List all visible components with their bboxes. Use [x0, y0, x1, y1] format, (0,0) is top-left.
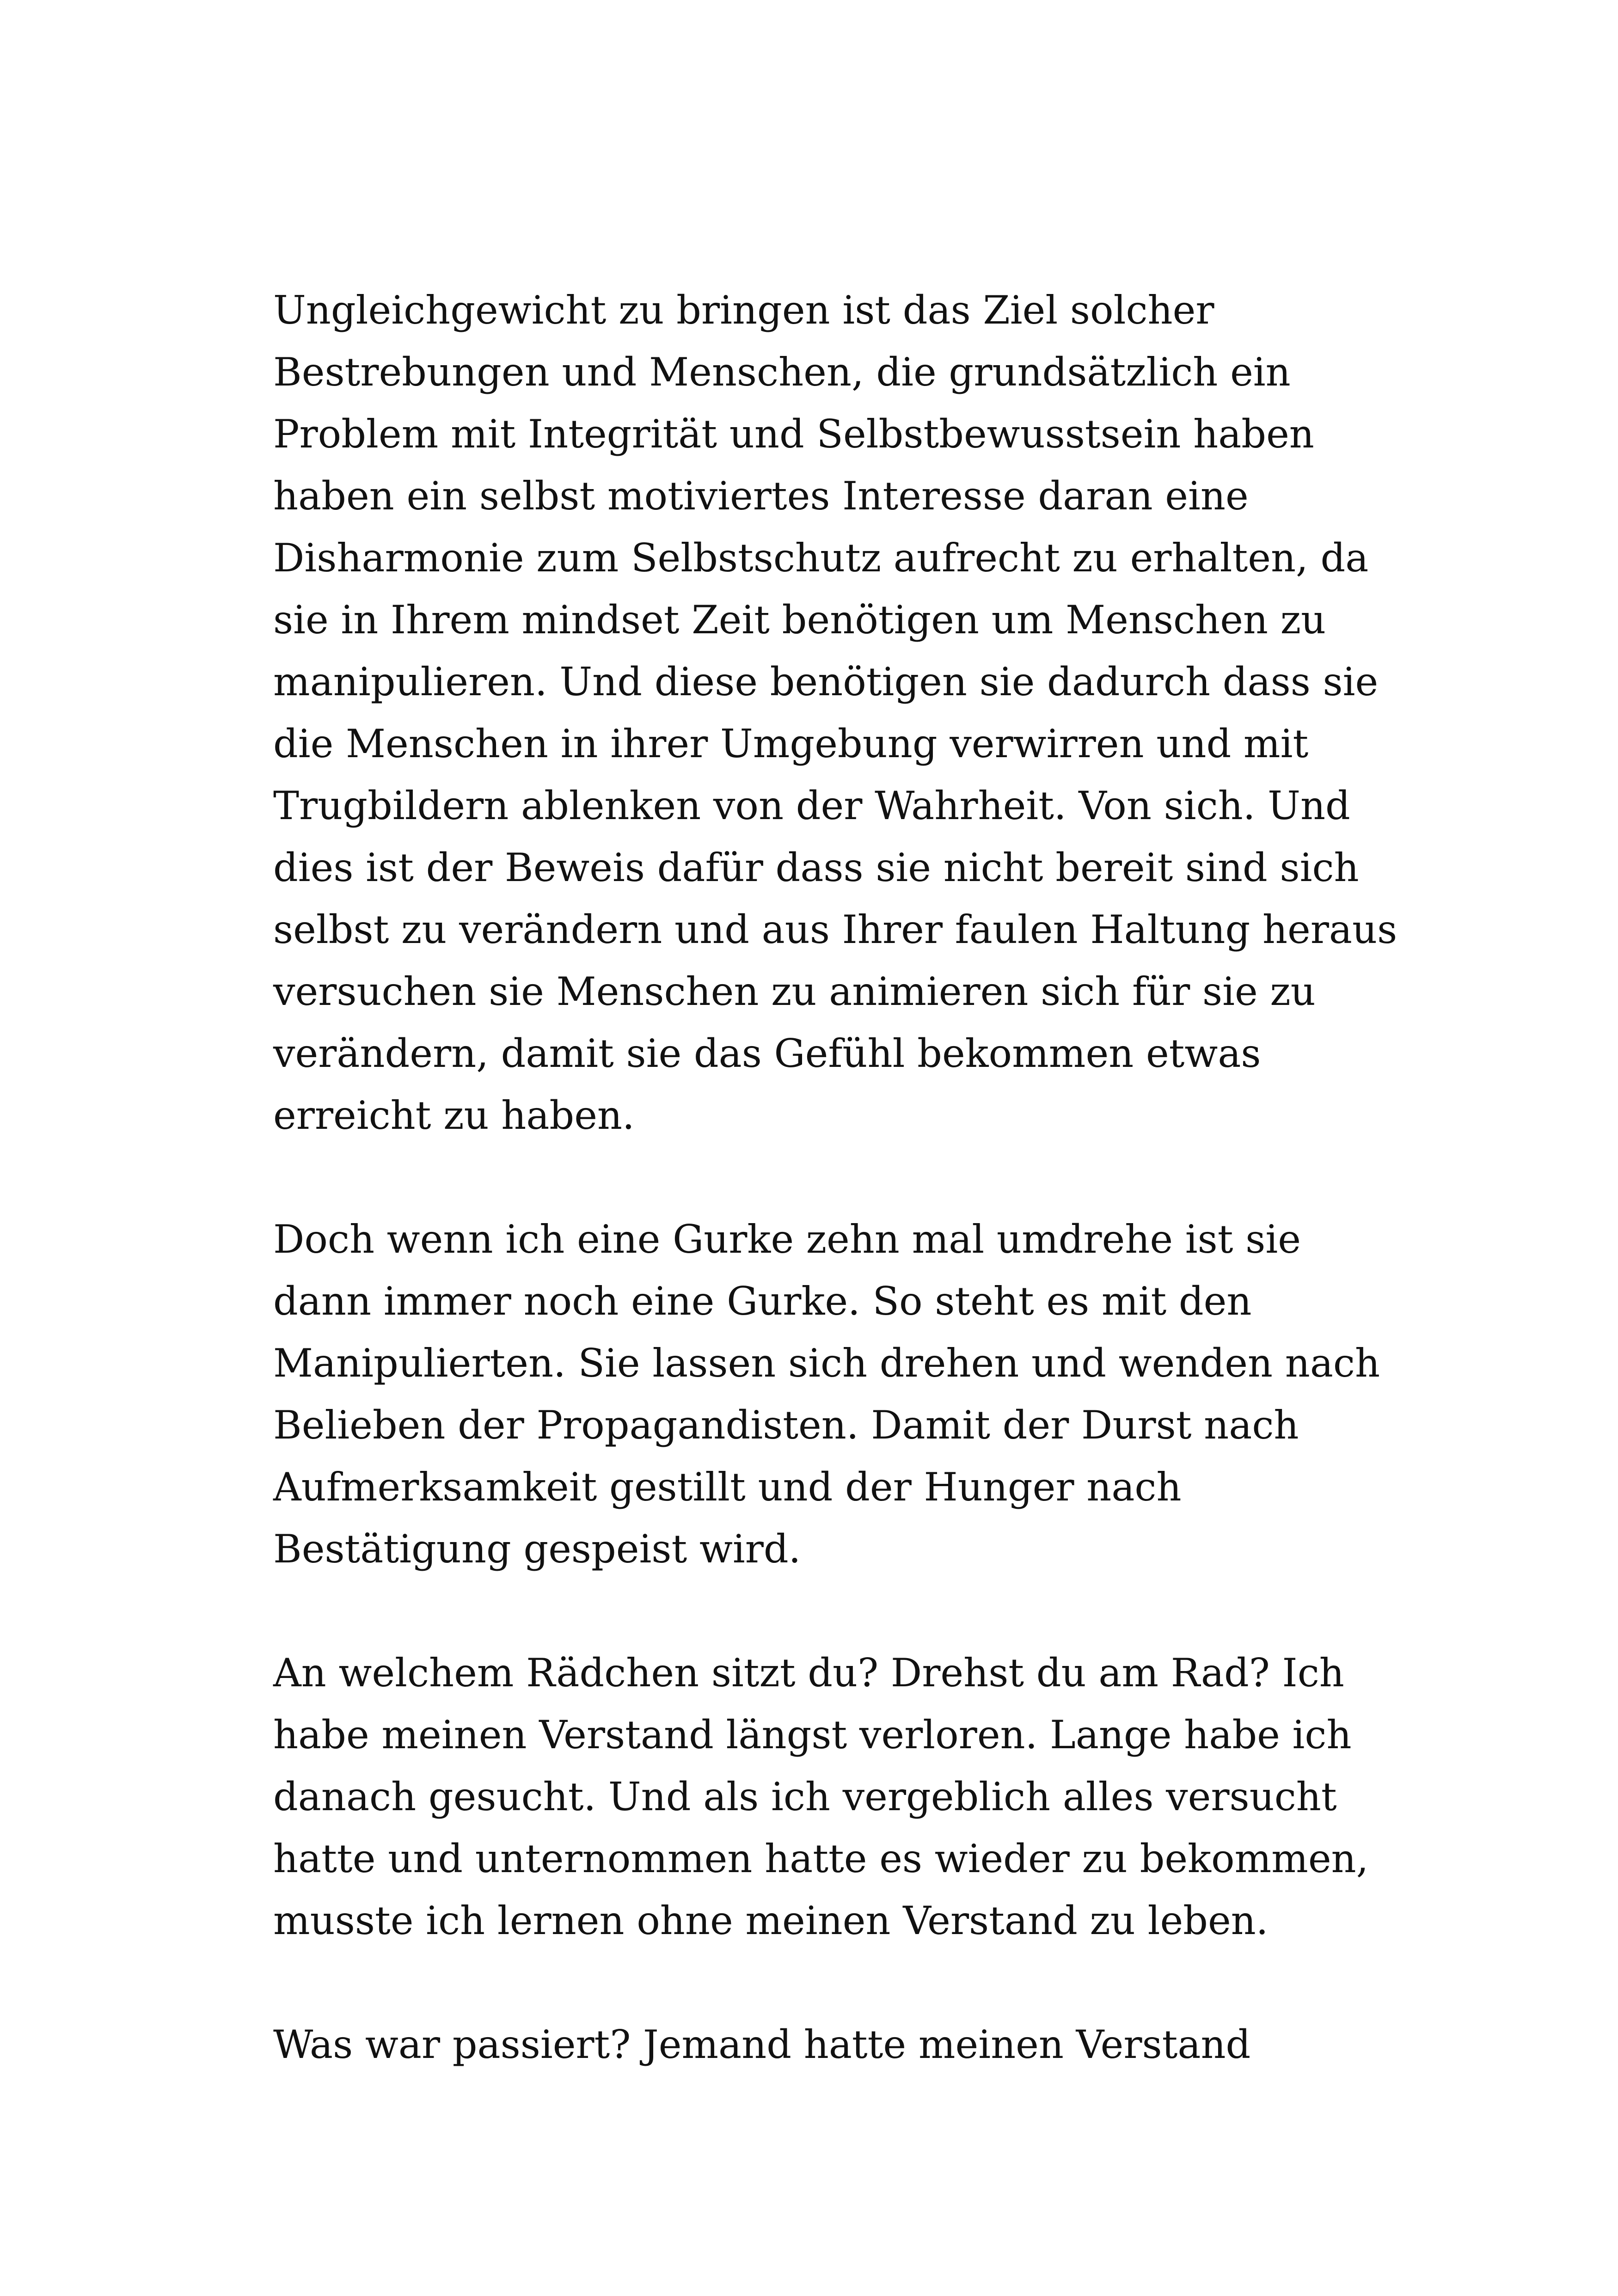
text-line: Trugbildern ablenken von der Wahrheit. Von sich. Und [273, 783, 1350, 828]
paragraph [273, 2014, 1392, 2076]
text-line: dann immer noch eine Gurke. So steht es mit den [273, 1279, 1252, 1324]
paragraph-spacer [273, 1146, 1392, 1208]
text-line: habe meinen Verstand längst verloren. Lange habe ich [273, 1712, 1352, 1757]
text-line: versuchen sie Menschen zu animieren sich für sie zu [273, 969, 1316, 1014]
paragraph-spacer [273, 1952, 1392, 2014]
text-line: Bestätigung gespeist wird. [273, 1526, 801, 1572]
text-line: Ungleichgewicht zu bringen ist das Ziel solcher [273, 288, 1214, 333]
text-line: die Menschen in ihrer Umgebung verwirren und mit [273, 721, 1309, 766]
text-line: haben ein selbst motiviertes Interesse daran eine [273, 473, 1249, 519]
text-line: Problem mit Integrität und Selbstbewusstsein haben [273, 411, 1314, 457]
paragraph-spacer [273, 1580, 1392, 1642]
text-line: Manipulierten. Sie lassen sich drehen und wenden nach [273, 1341, 1380, 1386]
text-line: manipulieren. Und diese benötigen sie dadurch dass sie [273, 659, 1379, 704]
text-line: hatte und unternommen hatte es wieder zu bekommen, [273, 1836, 1369, 1881]
text-line: dies ist der Beweis dafür dass sie nicht bereit sind sich [273, 845, 1359, 890]
text-line: Belieben der Propagandisten. Damit der Durst nach [273, 1402, 1299, 1448]
text-line: verändern, damit sie das Gefühl bekommen etwas [273, 1031, 1261, 1076]
text-line: danach gesucht. Und als ich vergeblich alles versucht [273, 1774, 1337, 1819]
paragraph [273, 1208, 1392, 1580]
text-line: Aufmerksamkeit gestillt und der Hunger nach [273, 1464, 1182, 1510]
text-line: musste ich lernen ohne meinen Verstand zu leben. [273, 1898, 1269, 1943]
text-line: sie in Ihrem mindset Zeit benötigen um Menschen zu [273, 597, 1326, 643]
text-line: Bestrebungen und Menschen, die grundsätzlich ein [273, 349, 1291, 395]
text-line: selbst zu verändern und aus Ihrer faulen Haltung heraus [273, 907, 1397, 952]
text-line: Was war passiert? Jemand hatte meinen Verstand [273, 2022, 1251, 2067]
text-line: erreicht zu haben. [273, 1093, 635, 1138]
text-line: An welchem Rädchen sitzt du? Drehst du am Rad? Ich [273, 1650, 1344, 1696]
text-line: Disharmonie zum Selbstschutz aufrecht zu erhalten, da [273, 535, 1369, 581]
text-line: Doch wenn ich eine Gurke zehn mal umdrehe ist sie [273, 1217, 1301, 1262]
paragraph [273, 1642, 1392, 1952]
body-text [273, 279, 1397, 2076]
paragraph [273, 279, 1397, 1146]
